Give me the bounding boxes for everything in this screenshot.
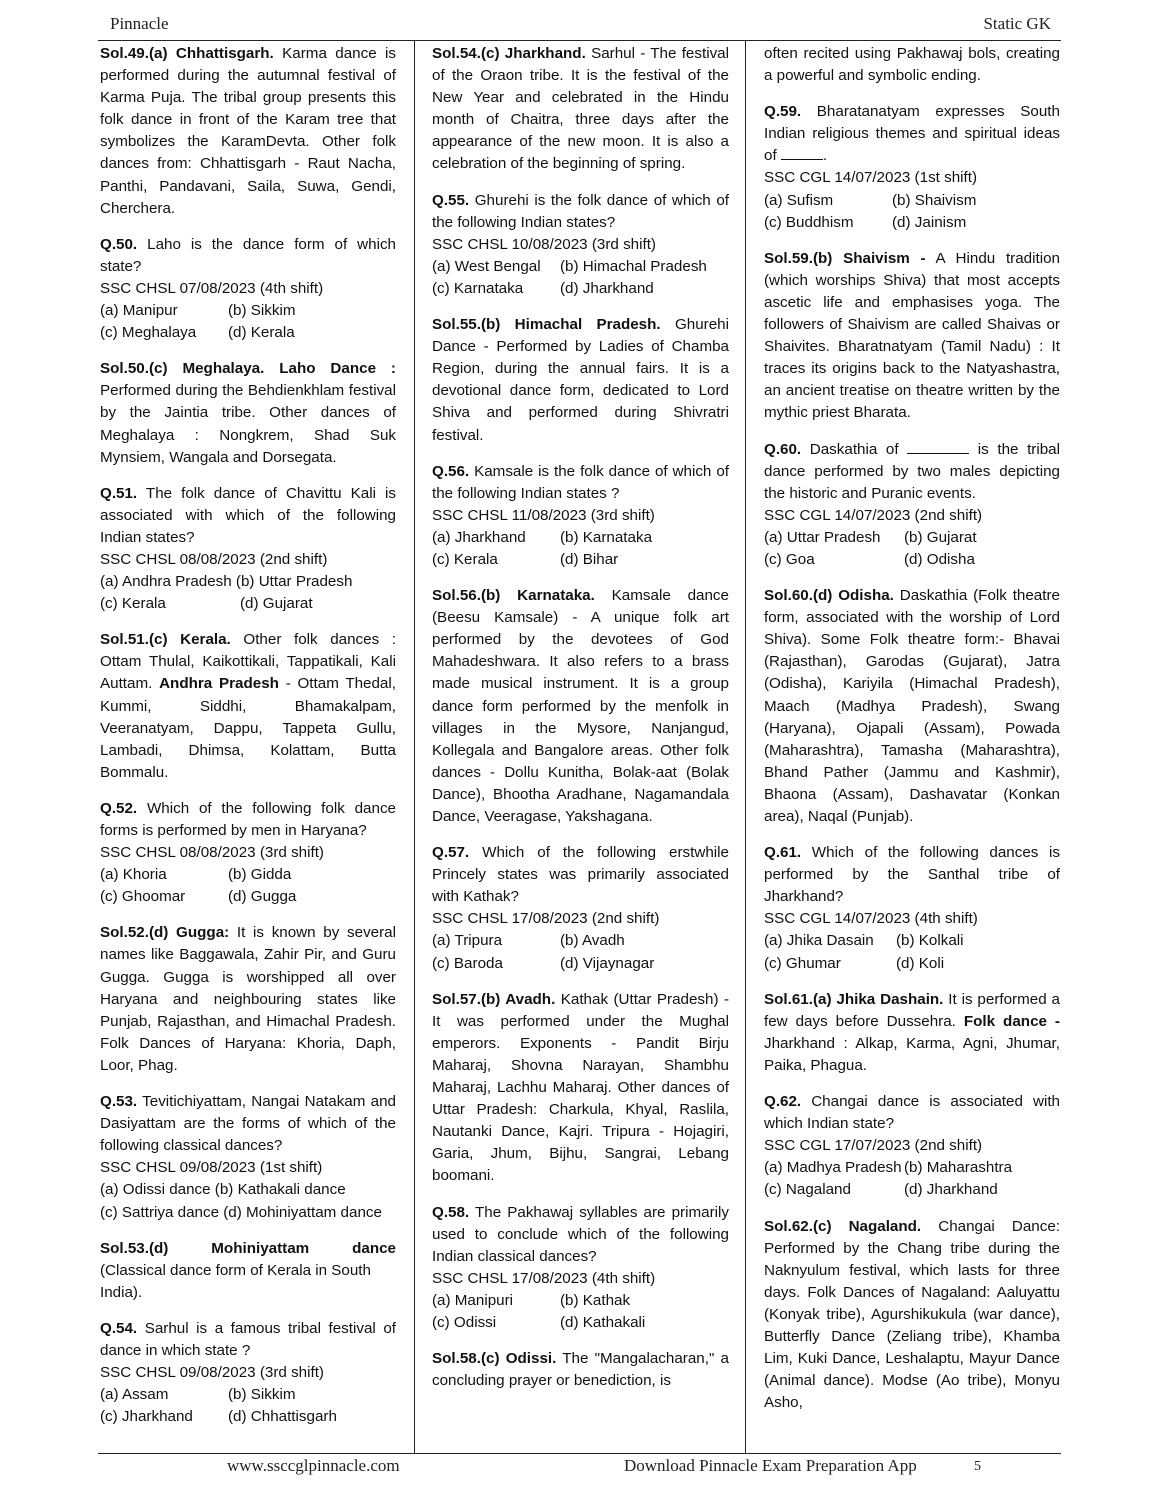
question-number: Q.61. xyxy=(764,844,802,862)
question-61 xyxy=(764,842,1060,975)
exam-reference: SSC CGL 17/07/2023 (2nd shift) xyxy=(764,1137,983,1155)
solution-heading: Sol.61.(a) Jhika Dashain. xyxy=(764,990,944,1008)
solution-text: often recited using Pakhawaj bols, creating a powerful and symbolic ending. xyxy=(764,45,1060,85)
state-label: Andhra Pradesh xyxy=(159,675,279,693)
option-c: (c) Ghoomar xyxy=(100,888,186,906)
solution-text: It is performed a few days before Dussehra. xyxy=(764,990,1060,1030)
solution-56 xyxy=(432,585,729,828)
option-a: (a) Assam xyxy=(100,1386,169,1404)
question-text: Which of the following erstwhile Princely states was primarily associated with Kathak? xyxy=(432,844,729,906)
exam-reference: SSC CHSL 08/08/2023 (2nd shift) xyxy=(100,550,328,568)
solution-57 xyxy=(432,989,729,1188)
solution-58 xyxy=(432,1348,729,1392)
options xyxy=(764,190,1060,234)
solution-text: Daskathia (Folk theatre form, associated with the worship of Lord Shiva). Some Folk theatre form:- Bhavai (Rajasthan), Garodas (Gujarat), Jatra (Odisha), Kariyila (Himachal Pradesh), Maach (Madhya Pradesh), Swang (Haryana), Ojapali (Assam), Powada (Maharashtra), Tamasha (Maharashtra), Bhand Pather (Jammu and Kashmir), Bhaona (Assam), Dashavatar (Konkan area), Naqal (Punjab). xyxy=(764,587,1060,825)
column-2 xyxy=(432,43,729,1406)
option-d: (d) Vijaynagar xyxy=(560,954,655,972)
question-number: Q.51. xyxy=(100,484,138,502)
question-57 xyxy=(432,842,729,975)
question-text: Ghurehi is the folk dance of which of the following Indian states? xyxy=(432,191,729,231)
option-a: (a) Khoria xyxy=(100,866,167,884)
solution-heading: Sol.62.(c) Nagaland. xyxy=(764,1217,922,1235)
solution-text: Kamsale dance (Beesu Kamsale) - A unique folk art performed by the devotees of God Mahadeshwara. It also refers to a brass made musical instrument. It is a group dance form performed by the menfolk in villages in the Mysore, Nanjangud, Kollegala and Bangalore areas. Other folk dances - Dollu Kunitha, Bolak-aat (Bolak Dance), Bhootha Aradhane, Nagamandala Dance, Veeragase, Yakshagana. xyxy=(432,587,729,825)
option-c: (c) Kerala xyxy=(432,550,498,568)
solution-heading: Sol.49.(a) Chhattisgarh. xyxy=(100,45,274,62)
answer-blank xyxy=(781,145,823,160)
option-b: (b) Kathak xyxy=(560,1291,631,1309)
exam-reference: SSC CHSL 17/08/2023 (4th shift) xyxy=(432,1269,656,1287)
option-c: (c) Odissi xyxy=(432,1313,497,1331)
options xyxy=(432,1290,729,1334)
option-c: (c) Ghumar xyxy=(764,954,841,972)
solution-text: Changai Dance: Performed by the Chang tribe during the Naknyulum festival, which lasts for three days. Folk Dances of Nagaland: Aaluyattu (Konyak tribe), Agurshikukula (war dance), Butterfly Dance (Zeliang tribe), Khamba Lim, Kuki Dance, Leshalaptu, Mayur Dance (Animal dance). Modse (Ao tribe), Monyu Asho, xyxy=(764,1217,1060,1412)
option-d: (d) Odisha xyxy=(904,550,975,568)
solution-heading: Sol.60.(d) Odisha. xyxy=(764,587,894,605)
question-58 xyxy=(432,1202,729,1335)
question-text: The Pakhawaj syllables are primarily used to conclude which of the following Indian classical dances? xyxy=(432,1203,729,1265)
header-brand: Pinnacle xyxy=(110,14,169,33)
solution-text: - Ottam Thedal, Kummi, Siddhi, Bhamakalpam, Veeranatyam, Dappu, Tappeta Gullu, Lambadi, Dhimsa, Kolattam, Butta Bommalu. xyxy=(100,675,396,781)
option-b: (b) Sikkim xyxy=(228,302,296,320)
solution-51 xyxy=(100,629,396,784)
question-text: Laho is the dance form of which state? xyxy=(100,235,396,275)
solution-heading: Sol.57.(b) Avadh. xyxy=(432,990,556,1008)
folk-dance-label: Folk dance - xyxy=(963,1012,1060,1030)
solution-heading: Sol.59.(b) Shaivism - xyxy=(764,249,926,267)
question-text: Which of the following folk dance forms is performed by men in Haryana? xyxy=(100,799,396,839)
question-60 xyxy=(764,439,1060,572)
option-d: (d) Gugga xyxy=(228,888,297,906)
solution-text: It is known by several names like Baggawala, Zahir Pir, and Guru Gugga. Gugga is worshipped all over Haryana and neighbouring states like Punjab, Rajasthan, and Himachal Pradesh. Folk Dances of Haryana: Khoria, Daph, Loor, Phag. xyxy=(100,924,396,1074)
solution-text: Karma dance is performed during the autumnal festival of Karma Puja. The tribal group presents this folk dance in front of the Karam tree that symbolizes the KaramDevta. Other folk dances from: Chhattisgarh - Raut Nacha, Panthi, Pandavani, Saila, Suwa, Gendi, Cherchera. xyxy=(100,45,396,217)
option-c: (c) Kerala xyxy=(100,595,166,613)
solution-55 xyxy=(432,314,729,447)
options xyxy=(764,930,1060,974)
options xyxy=(100,300,396,344)
question-text: The folk dance of Chavittu Kali is associated with which of the following Indian states? xyxy=(100,484,396,546)
solution-heading: Sol.51.(c) Kerala. xyxy=(100,631,231,649)
solution-60 xyxy=(764,585,1060,828)
option-d: (d) Koli xyxy=(896,954,945,972)
question-end: . xyxy=(822,147,828,165)
question-text: Tevitichiyattam, Nangai Natakam and Dasiyattam are the forms of which of the following classical dances? xyxy=(100,1093,396,1155)
solution-52 xyxy=(100,922,396,1077)
question-number: Q.54. xyxy=(100,1319,138,1337)
option-c: (c) Karnataka xyxy=(432,279,524,297)
option-d: (d) Kerala xyxy=(228,324,295,342)
options xyxy=(432,527,729,571)
option-b: (b) Kolkali xyxy=(896,932,964,950)
question-number: Q.59. xyxy=(764,103,802,121)
exam-reference: SSC CHSL 09/08/2023 (3rd shift) xyxy=(100,1364,324,1382)
option-b: (b) Gidda xyxy=(228,866,292,884)
option-c: (c) Baroda xyxy=(432,954,503,972)
header-subject: Static GK xyxy=(983,14,1051,33)
option-d: (d) Gujarat xyxy=(240,595,313,613)
solution-49 xyxy=(100,43,396,220)
solution-heading: dance xyxy=(352,1239,396,1257)
question-52 xyxy=(100,798,396,908)
option-b: (b) Himachal Pradesh xyxy=(560,257,707,275)
option-a: (a) Tripura xyxy=(432,932,503,950)
column-3 xyxy=(764,43,1060,1428)
options xyxy=(764,527,1060,571)
exam-reference: SSC CHSL 11/08/2023 (3rd shift) xyxy=(432,506,655,524)
question-53 xyxy=(100,1091,396,1224)
exam-reference: SSC CGL 14/07/2023 (4th shift) xyxy=(764,910,978,928)
option-d: (d) Kathakali xyxy=(560,1313,646,1331)
exam-reference: SSC CHSL 10/08/2023 (3rd shift) xyxy=(432,235,656,253)
solution-text: Ghurehi Dance - Performed by Ladies of Chamba Region, during the annual fairs. It is a devotional dance form, dedicated to Lord Shiva and performed during Shivratri festival. xyxy=(432,316,729,444)
exam-reference: SSC CHSL 09/08/2023 (1st shift) xyxy=(100,1159,323,1177)
question-50 xyxy=(100,234,396,344)
question-54 xyxy=(100,1318,396,1428)
options xyxy=(100,864,396,908)
solution-heading: Sol.55.(b) Himachal Pradesh. xyxy=(432,316,661,334)
solution-heading: Sol.53.(d) xyxy=(100,1239,169,1257)
column-divider xyxy=(414,40,415,1453)
question-number: Q.57. xyxy=(432,844,470,862)
column-divider xyxy=(745,40,746,1453)
question-text: Kamsale is the folk dance of which of the following Indian states ? xyxy=(432,462,729,502)
option-a-b: (a) Andhra Pradesh (b) Uttar Pradesh xyxy=(100,573,353,591)
question-text: is the tribal dance performed by two males depicting the historic and Puranic events. xyxy=(764,440,1060,502)
option-a: (a) Manipur xyxy=(100,302,178,320)
solution-heading: Sol.52.(d) Gugga: xyxy=(100,924,230,942)
solution-heading: Sol.58.(c) Odissi. xyxy=(432,1350,557,1368)
solution-53 xyxy=(100,1238,396,1304)
solution-text: Performed during the Behdienkhlam festival by the Jaintia tribe. Other dances of Meghalaya : Nongkrem, Shad Suk Mynsiem, Wangala and Dorsegata. xyxy=(100,382,396,466)
option-b: (b) Maharashtra xyxy=(904,1159,1013,1177)
question-number: Q.62. xyxy=(764,1093,802,1111)
exam-reference: SSC CHSL 17/08/2023 (2nd shift) xyxy=(432,910,660,928)
option-d: (d) Jharkhand xyxy=(904,1181,998,1199)
solution-61 xyxy=(764,989,1060,1077)
question-number: Q.50. xyxy=(100,235,138,253)
solution-62 xyxy=(764,1216,1060,1415)
exam-reference: SSC CHSL 07/08/2023 (4th shift) xyxy=(100,279,324,297)
question-text: Sarhul is a famous tribal festival of dance in which state ? xyxy=(100,1319,396,1359)
solution-58-continued xyxy=(764,43,1060,87)
option-a: (a) Jhika Dasain xyxy=(764,932,874,950)
footer-rule xyxy=(98,1453,1061,1454)
answer-blank xyxy=(907,439,969,454)
solution-text: A Hindu tradition (which worships Shiva) that most accepts ascetic life and emphasises yoga. The followers of Shaivism are called Shaivas or Shaivites. Bharatnatyam (Tamil Nadu) : It traces its origins back to the Natyashastra, an ancient treatise on theatre written by the mythic priest Bharata. xyxy=(764,249,1060,422)
option-b: (b) Shaivism xyxy=(892,191,977,209)
question-text: Daskathia of xyxy=(809,440,899,458)
question-number: Q.55. xyxy=(432,191,470,209)
solution-heading: Sol.54.(c) Jharkhand. xyxy=(432,45,586,62)
option-b: (b) Sikkim xyxy=(228,1386,296,1404)
option-a: (a) Sufism xyxy=(764,191,834,209)
solution-54 xyxy=(432,43,729,176)
question-number: Q.53. xyxy=(100,1093,138,1111)
solution-text: (Classical dance form of Kerala in South India). xyxy=(100,1261,371,1301)
option-a-b: (a) Odissi dance (b) Kathakali dance xyxy=(100,1181,346,1199)
option-d: (d) Jharkhand xyxy=(560,279,654,297)
option-a: (a) Manipuri xyxy=(432,1291,514,1309)
exam-reference: SSC CGL 14/07/2023 (1st shift) xyxy=(764,169,978,187)
option-b: (b) Karnataka xyxy=(560,528,653,546)
question-text: Bharatanatyam expresses South Indian religious themes and spiritual ideas of xyxy=(764,103,1060,165)
question-number: Q.60. xyxy=(764,440,802,458)
footer-website-link[interactable]: www.ssccglpinnacle.com xyxy=(227,1456,400,1475)
page-number: 5 xyxy=(974,1459,981,1474)
exam-reference: SSC CGL 14/07/2023 (2nd shift) xyxy=(764,506,983,524)
options xyxy=(432,256,729,300)
options xyxy=(764,1157,1060,1201)
solution-text: Kathak (Uttar Pradesh) - It was performed under the Mughal emperors. Exponents - Pandit Birju Maharaj, Shovna Narayan, Shambhu Maharaj, Lachhu Maharaj. Other dances of Uttar Pradesh: Charkula, Khyal, Raslila, Nautanki Dance, Kajri. Tripura - Hojagiri, Garia, Jhum, Bijhu, Sangrai, Lebang boomani. xyxy=(432,990,729,1185)
question-55 xyxy=(432,190,729,300)
option-c: (c) Buddhism xyxy=(764,213,854,231)
question-56 xyxy=(432,461,729,571)
question-62 xyxy=(764,1091,1060,1201)
solution-50 xyxy=(100,358,396,468)
footer-app-promo: Download Pinnacle Exam Preparation App xyxy=(624,1456,917,1475)
question-number: Q.52. xyxy=(100,799,138,817)
option-c: (c) Jharkhand xyxy=(100,1408,193,1426)
option-d: (d) Chhattisgarh xyxy=(228,1408,337,1426)
question-59 xyxy=(764,101,1060,234)
option-d: (d) Bihar xyxy=(560,550,619,568)
question-number: Q.58. xyxy=(432,1203,470,1221)
solution-heading: Sol.56.(b) Karnataka. xyxy=(432,587,595,605)
option-a: (a) West Bengal xyxy=(432,257,541,275)
option-c: (c) Meghalaya xyxy=(100,324,197,342)
option-a: (a) Jharkhand xyxy=(432,528,526,546)
solution-heading: Sol.50.(c) Meghalaya. Laho Dance : xyxy=(100,360,396,378)
solution-text: Other folk dances : Ottam Thulal, Kaikottikali, Tappatikali, Kali Auttam. xyxy=(100,631,396,693)
question-text: Which of the following dances is performed by the Santhal tribe of Jharkhand? xyxy=(764,844,1060,906)
question-text: Changai dance is associated with which Indian state? xyxy=(764,1093,1060,1133)
options xyxy=(100,593,396,615)
solution-59 xyxy=(764,248,1060,425)
solution-heading: Mohiniyattam xyxy=(211,1239,310,1257)
question-number: Q.56. xyxy=(432,462,470,480)
option-b: (b) Avadh xyxy=(560,932,625,950)
option-c: (c) Goa xyxy=(764,550,815,568)
options xyxy=(432,930,729,974)
options xyxy=(100,1384,396,1428)
option-c-d: (c) Sattriya dance (d) Mohiniyattam dance xyxy=(100,1203,382,1221)
option-c: (c) Nagaland xyxy=(764,1181,851,1199)
option-a: (a) Uttar Pradesh xyxy=(764,528,881,546)
exam-reference: SSC CHSL 08/08/2023 (3rd shift) xyxy=(100,844,324,862)
header-rule xyxy=(98,40,1061,41)
solution-text: Jharkhand : Alkap, Karma, Agni, Jhumar, Paika, Phagua. xyxy=(764,1034,1060,1074)
question-51 xyxy=(100,483,396,616)
solution-text: Sarhul - The festival of the Oraon tribe. It is the festival of the New Year and celebrated in the Hindu month of Chaitra, three days after the appearance of the new moon. It is also a celebration of the beginning of spring. xyxy=(432,45,729,173)
option-b: (b) Gujarat xyxy=(904,528,977,546)
column-1 xyxy=(100,43,396,1442)
option-a: (a) Madhya Pradesh xyxy=(764,1159,902,1177)
solution-text: The "Mangalacharan," a concluding prayer or benediction, is xyxy=(432,1350,729,1390)
option-d: (d) Jainism xyxy=(892,213,967,231)
